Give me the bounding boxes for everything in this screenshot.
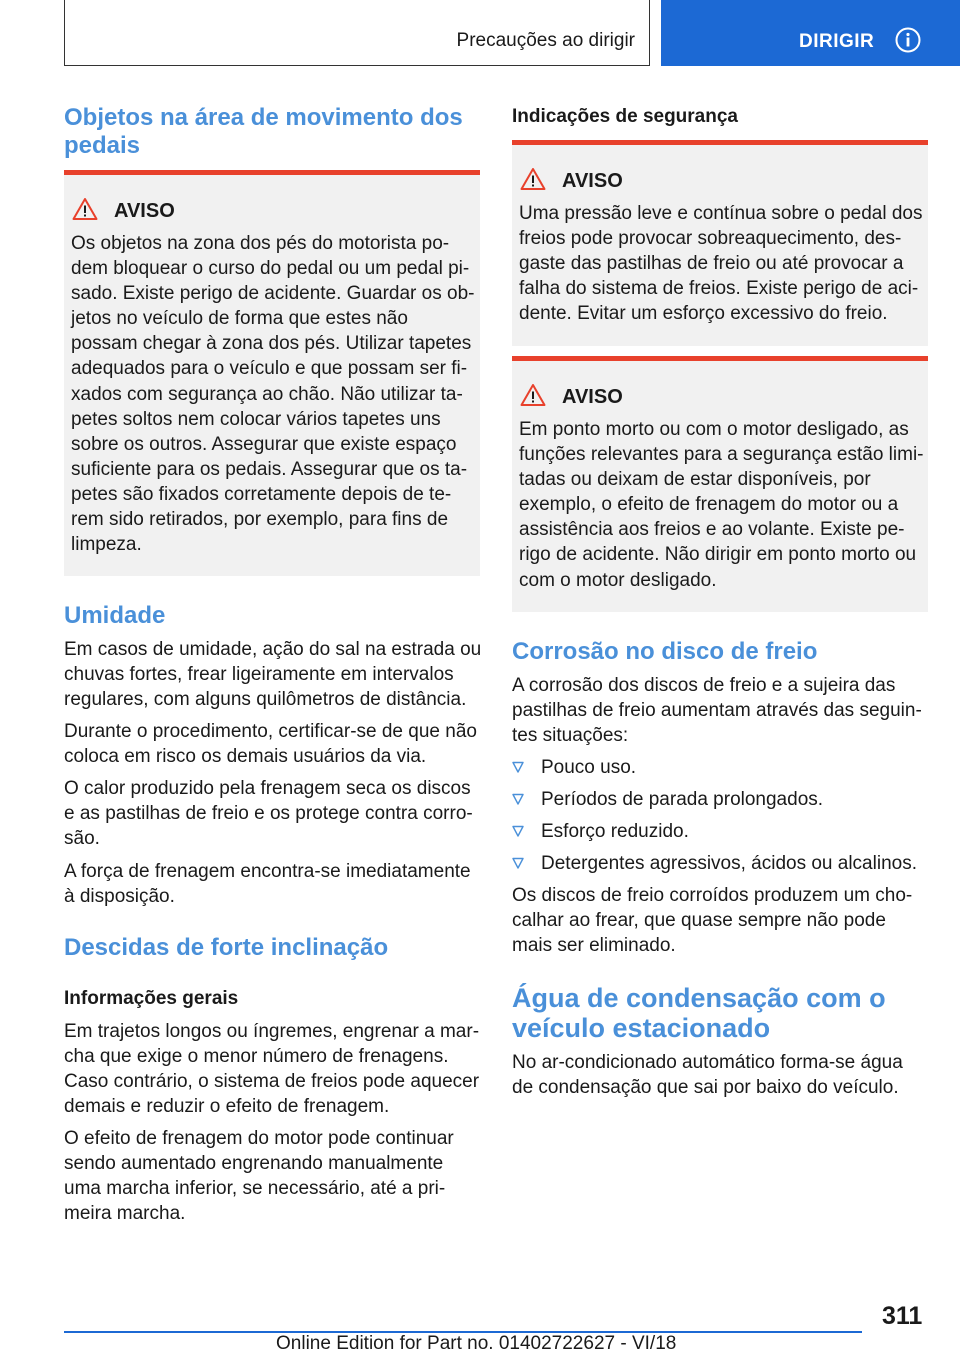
triangle-bullet-icon <box>512 825 524 837</box>
heading-descents: Descidas de forte inclinação <box>64 934 389 961</box>
warning-title: AVISO <box>114 200 175 222</box>
heading-corrosion: Corrosão no disco de freio <box>512 638 818 665</box>
heading-objects: Objetos na área de movimento dos pedais <box>64 104 463 159</box>
info-icon <box>895 27 921 53</box>
warning-triangle-icon <box>520 383 546 407</box>
heading-humidity: Umidade <box>64 602 166 629</box>
chapter-tab-label: DIRIGIR <box>799 31 875 52</box>
warning-text: Os objetos na zona dos pés do motorista po-dem bloquear o curso do pedal ou um pedal pi-sado. Existe perigo de acidente. Guardar os ob-jetos no veículo de forma que estes não possam chegar à zona dos pés. Utilizar tapetes adequados para o veículo e que possam ser fi-xados com segurança ao chão. Não utilizar ta-petes soltos nem colocar vários tapetes uns sobre os outros. Assegurar que existe espaço suficiente para os pedais. Assegurar que os ta-petes são fixados corretamente depois de te-rem sido retirados, por exemplo, para fins de limpeza. <box>71 233 475 556</box>
paragraph: O efeito de frenagem do motor pode continuar sendo aumentado engrenando manualmente uma marcha inferior, se necessário, até a pri-meira marcha. <box>64 1128 454 1224</box>
page-number: 311 <box>882 1302 923 1330</box>
warning-triangle-icon <box>72 197 98 221</box>
subheading-safety: Indicações de segurança <box>512 106 738 127</box>
edition-footer: Online Edition for Part no. 01402722627 - VI/18 <box>276 1333 677 1354</box>
paragraph: Durante o procedimento, certificar-se de que não coloca em risco os demais usuários da via. <box>64 721 477 767</box>
triangle-bullet-icon <box>512 793 524 805</box>
paragraph: No ar-condicionado automático forma-se água de condensação que sai por baixo do veículo. <box>512 1052 903 1098</box>
paragraph: A força de frenagem encontra-se imediatamente à disposição. <box>64 861 471 907</box>
paragraph: Em trajetos longos ou íngremes, engrenar a mar-cha que exige o menor número de frenagens. Caso contrário, o sistema de freios pode aquecer demais e reduzir o efeito de frenagem. <box>64 1021 480 1117</box>
triangle-bullet-icon <box>512 761 524 773</box>
subheading-general: Informações gerais <box>64 988 239 1009</box>
paragraph: A corrosão dos discos de freio e a sujeira das pastilhas de freio aumentam através das seguin-tes situações: <box>512 675 922 746</box>
heading-condensation: Água de condensação com o veículo estacionado <box>512 983 886 1043</box>
warning-title: AVISO <box>562 170 623 192</box>
section-title: Precauções ao dirigir <box>456 30 635 51</box>
warning-box-brake-pressure <box>512 140 928 346</box>
warning-triangle-icon <box>520 167 546 191</box>
warning-text: Uma pressão leve e contínua sobre o pedal dos freios pode provocar sobreaquecimento, des-gaste das pastilhas de freio ou até provocar a falha do sistema de freios. Existe perigo de aci-dente. Evitar um esforço excessivo do freio. <box>519 203 923 325</box>
paragraph: O calor produzido pela frenagem seca os discos e as pastilhas de freio e os protege contra corro-são. <box>64 778 473 849</box>
running-header <box>64 0 650 66</box>
triangle-bullet-icon <box>512 857 524 869</box>
warning-title: AVISO <box>562 386 623 408</box>
chapter-tab[interactable] <box>661 0 960 66</box>
paragraph: Os discos de freio corroídos produzem um cho-calhar ao frear, que quase sempre não pode mais ser eliminado. <box>512 885 913 956</box>
warning-text: Em ponto morto ou com o motor desligado, as funções relevantes para a segurança estão limi-tadas ou deixam de estar disponíveis, por exemplo, o efeito de frenagem do motor ou a assistência aos freios e ao volante. Existe pe-rigo de acidente. Não dirigir em ponto morto ou com o motor desligado. <box>519 419 924 591</box>
warning-box-neutral <box>512 356 928 612</box>
warning-box-objects <box>64 170 480 576</box>
paragraph: Em casos de umidade, ação do sal na estrada ou chuvas fortes, frear ligeiramente em intervalos regulares, com alguns quilômetros de distância. <box>64 639 482 710</box>
